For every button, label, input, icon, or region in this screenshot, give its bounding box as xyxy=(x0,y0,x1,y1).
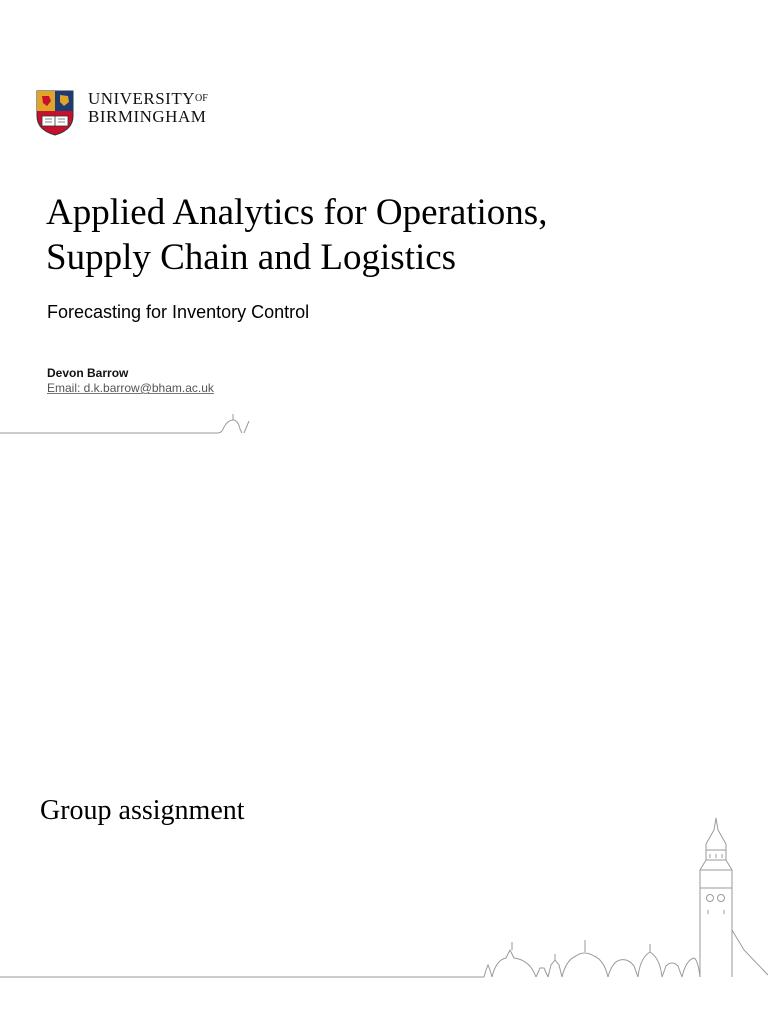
university-crest-icon xyxy=(36,90,74,136)
author-name: Devon Barrow xyxy=(47,366,129,380)
birmingham-skyline-illustration xyxy=(0,810,768,1000)
university-wordmark xyxy=(88,90,208,126)
author-email-link[interactable]: Email: d.k.barrow@bham.ac.uk xyxy=(47,381,214,395)
university-logo xyxy=(36,90,236,140)
header-divider-line xyxy=(0,412,260,442)
wordmark-line2: BIRMINGHAM xyxy=(88,107,207,126)
document-subtitle: Forecasting for Inventory Control xyxy=(47,302,310,322)
wordmark-line1: UNIVERSITY xyxy=(88,89,195,108)
title-line-1: Applied Analytics for Operations, xyxy=(46,192,548,233)
document-title xyxy=(46,190,547,280)
wordmark-of: OF xyxy=(195,93,208,104)
title-line-2: Supply Chain and Logistics xyxy=(46,237,457,278)
assignment-label: Group assignment xyxy=(40,795,245,826)
